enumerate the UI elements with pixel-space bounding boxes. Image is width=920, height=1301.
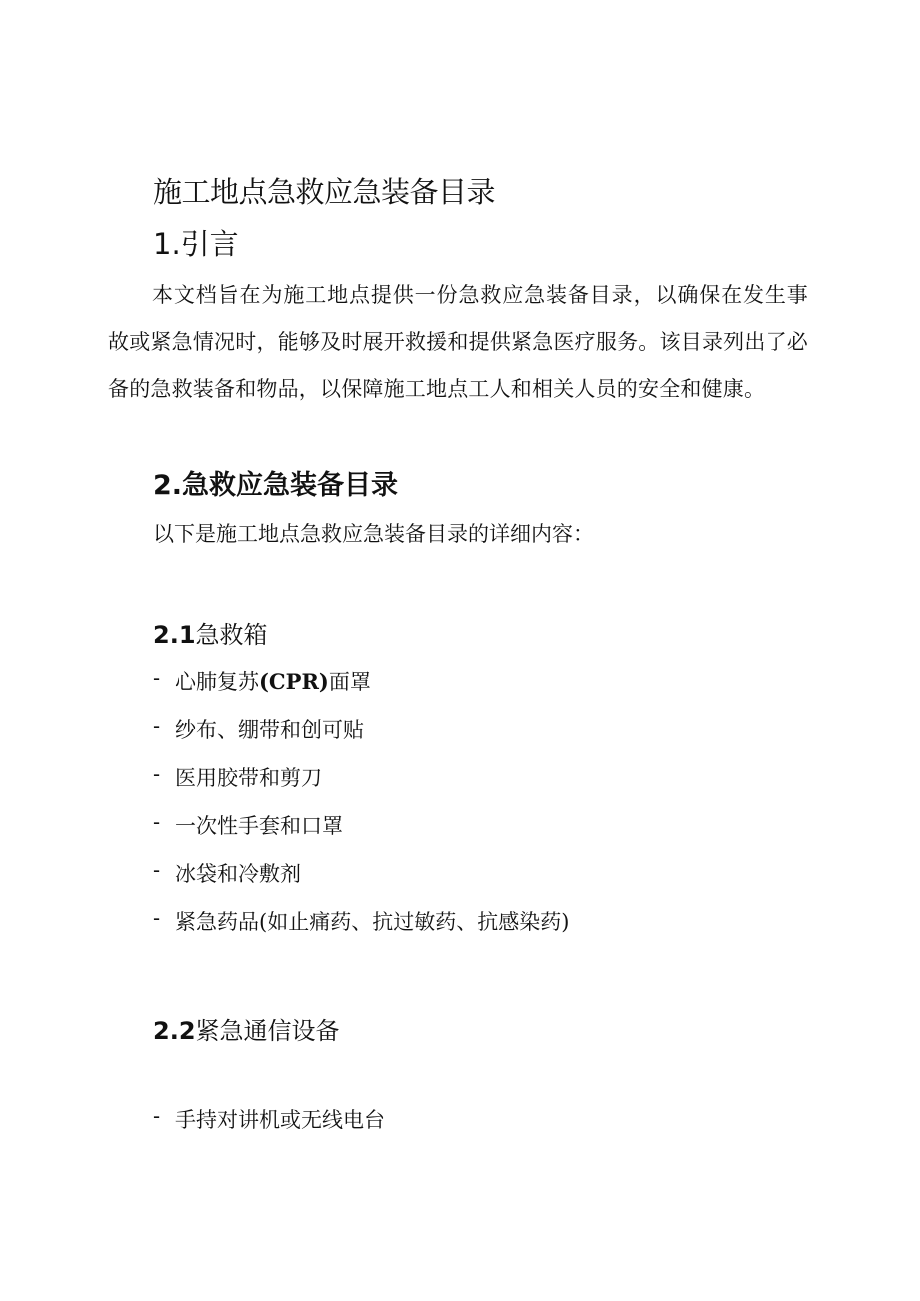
section-1-heading: 1.引言 [153, 227, 239, 261]
list-dash: - [153, 858, 161, 882]
subsection-number: 2.1 [153, 621, 196, 649]
list-dash: - [153, 906, 161, 930]
list-item [153, 714, 569, 762]
list-item [153, 1104, 385, 1152]
list-item [153, 810, 569, 858]
list-dash: - [153, 810, 161, 834]
list-item [153, 906, 569, 954]
first-aid-kit-list [153, 666, 569, 954]
list-item [153, 666, 569, 714]
list-dash: - [153, 714, 161, 738]
subsection-2-2-heading [153, 1011, 340, 1046]
communication-equipment-list [153, 1104, 385, 1152]
list-item-text: 冰袋和冷敷剂 [175, 862, 301, 886]
list-item-text: 心肺复苏(CPR)面罩 [175, 669, 371, 694]
list-item-text: 纱布、绷带和创可贴 [175, 718, 364, 742]
list-item-text: 一次性手套和口罩 [175, 814, 343, 838]
subsection-number: 2.2 [153, 1017, 196, 1045]
subsection-2-1-heading [153, 615, 268, 650]
subsection-title: 急救箱 [195, 621, 268, 649]
list-dash: - [153, 666, 161, 690]
section-2-intro: 以下是施工地点急救应急装备目录的详细内容： [153, 522, 594, 546]
list-item [153, 858, 569, 906]
subsection-title: 紧急通信设备 [195, 1017, 340, 1045]
document-title: 施工地点急救应急装备目录 [153, 175, 496, 209]
intro-paragraph: 本文档旨在为施工地点提供一份急救应急装备目录，以确保在发生事故或紧急情况时，能够及时展开救援和提供紧急医疗服务。该目录列出了必备的急救装备和物品，以保障施工地点工人和相关人员的安全和健康。 [108, 283, 808, 401]
list-item-text: 紧急药品(如止痛药、抗过敏药、抗感染药) [175, 910, 570, 934]
section-2-heading: 2.急救应急装备目录 [153, 470, 399, 501]
list-item-text: 手持对讲机或无线电台 [175, 1108, 385, 1132]
list-item [153, 762, 569, 810]
list-item-text: 医用胶带和剪刀 [175, 766, 322, 790]
list-dash: - [153, 1104, 161, 1128]
list-dash: - [153, 762, 161, 786]
